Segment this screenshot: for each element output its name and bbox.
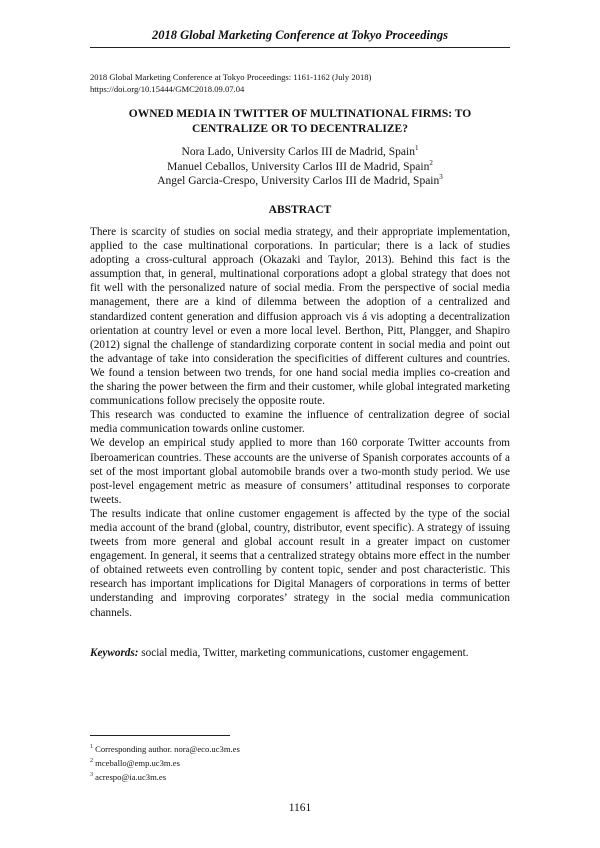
footnote-1 (90, 741, 510, 755)
footnote-2-marker: 2 (90, 757, 93, 764)
abstract-paragraph-2: This research was conducted to examine the influence of centralization degree of social media communication towards online customer. (90, 409, 510, 436)
keywords-text: social media, Twitter, marketing communications, customer engagement. (141, 647, 469, 659)
abstract-paragraph-1: There is scarcity of studies on social media strategy, and their appropriate implementation, applied to the case multinational corporations. In particular; there is a lack of studies adopting a cross-cultural approach (Okazaki and Taylor, 2013). Behind this fact is the assumption that, in general, multinational corporations adopt a global strategy that does not fit well with the personalized nature of social media. From the perspective of social media management, there are a kind of dilemma between the adoption of a centralized and standardized content generation and diffusion approach vis á vis adopting a decentralization orientation at country level or even a more local level. Berthon, Pitt, Plangger, and Shapiro (2012) signal the challenge of standardizing corporate content in social media and point out the advantage of take into consideration the specificities of different cultures and countries. We found a tension between two trends, for one hand social media implies co-creation and the sharing the power between the firm and their customer, while global integrated marketing communications follow precisely the opposite route. (90, 226, 510, 408)
footnote-2-text: mceballo@emp.uc3m.es (95, 757, 180, 768)
author-3-affiliation: Angel Garcia-Crespo, University Carlos III de Madrid, Spain (157, 175, 440, 188)
author-2-footnote-marker: 2 (429, 158, 433, 167)
page-number: 1161 (288, 802, 312, 814)
abstract-body (90, 225, 510, 620)
footnote-3 (90, 769, 510, 783)
author-1-footnote-marker: 1 (414, 144, 419, 153)
footnote-1-text: Corresponding author. nora@eco.uc3m.es (95, 743, 240, 754)
running-header: 2018 Global Marketing Conference at Tokyo Proceedings (151, 28, 449, 42)
abstract-paragraph-3: We develop an empirical study applied to more than 160 corporate Twitter accounts from Iberoamerican countries. These accounts are the universe of Spanish corporates accounts of a set of the most important global automobile brands over a two-month study period. We use post-level engagement metric as measure of consumers’ attitudinal responses to corporate tweets. (90, 437, 510, 506)
author-1 (90, 145, 510, 160)
abstract-heading: ABSTRACT (268, 204, 332, 216)
footnote-divider (90, 735, 230, 736)
author-list (90, 145, 510, 189)
footnote-3-text: acrespo@ia.uc3m.es (95, 771, 167, 782)
title-line-2: CENTRALIZE OR TO DECENTRALIZE? (192, 122, 408, 135)
paper-title (90, 107, 510, 136)
author-2 (90, 160, 510, 175)
header-divider (90, 47, 510, 48)
doi-link[interactable]: https://doi.org/10.15444/GMC2018.09.07.04 (90, 83, 245, 94)
footnotes (90, 741, 510, 783)
citation-line: 2018 Global Marketing Conference at Tokyo Proceedings: 1161-1162 (July 2018) (90, 72, 372, 82)
abstract-paragraph-4: The results indicate that online customer engagement is affected by the type of the social media account of the brand (global, country, distributor, event specific). A strategy of issuing tweets from more general and global account result in a greater impact on customer engagement. In general, it seems that a centralized strategy obtains more effect in the number of obtained retweets even controlling by content topic, sender and post characteristic. This research has important implications for Digital Managers of corporations in terms of better understanding and improving corporates’ strategy in the social media communication channels. (90, 507, 510, 619)
citation-block (90, 72, 510, 95)
keywords-label: Keywords: (90, 647, 139, 659)
author-3-footnote-marker: 3 (439, 173, 443, 182)
footnote-2 (90, 755, 510, 769)
author-2-affiliation: Manuel Ceballos, University Carlos III de Madrid, Spain (167, 160, 430, 173)
keywords-line (90, 646, 510, 660)
author-3 (90, 174, 510, 189)
title-line-1: OWNED MEDIA IN TWITTER OF MULTINATIONAL FIRMS: TO (128, 108, 472, 120)
author-1-affiliation: Nora Lado, University Carlos III de Madrid, Spain (181, 146, 415, 158)
footnote-1-marker: 1 (90, 744, 93, 750)
footnote-3-marker: 3 (90, 771, 93, 778)
